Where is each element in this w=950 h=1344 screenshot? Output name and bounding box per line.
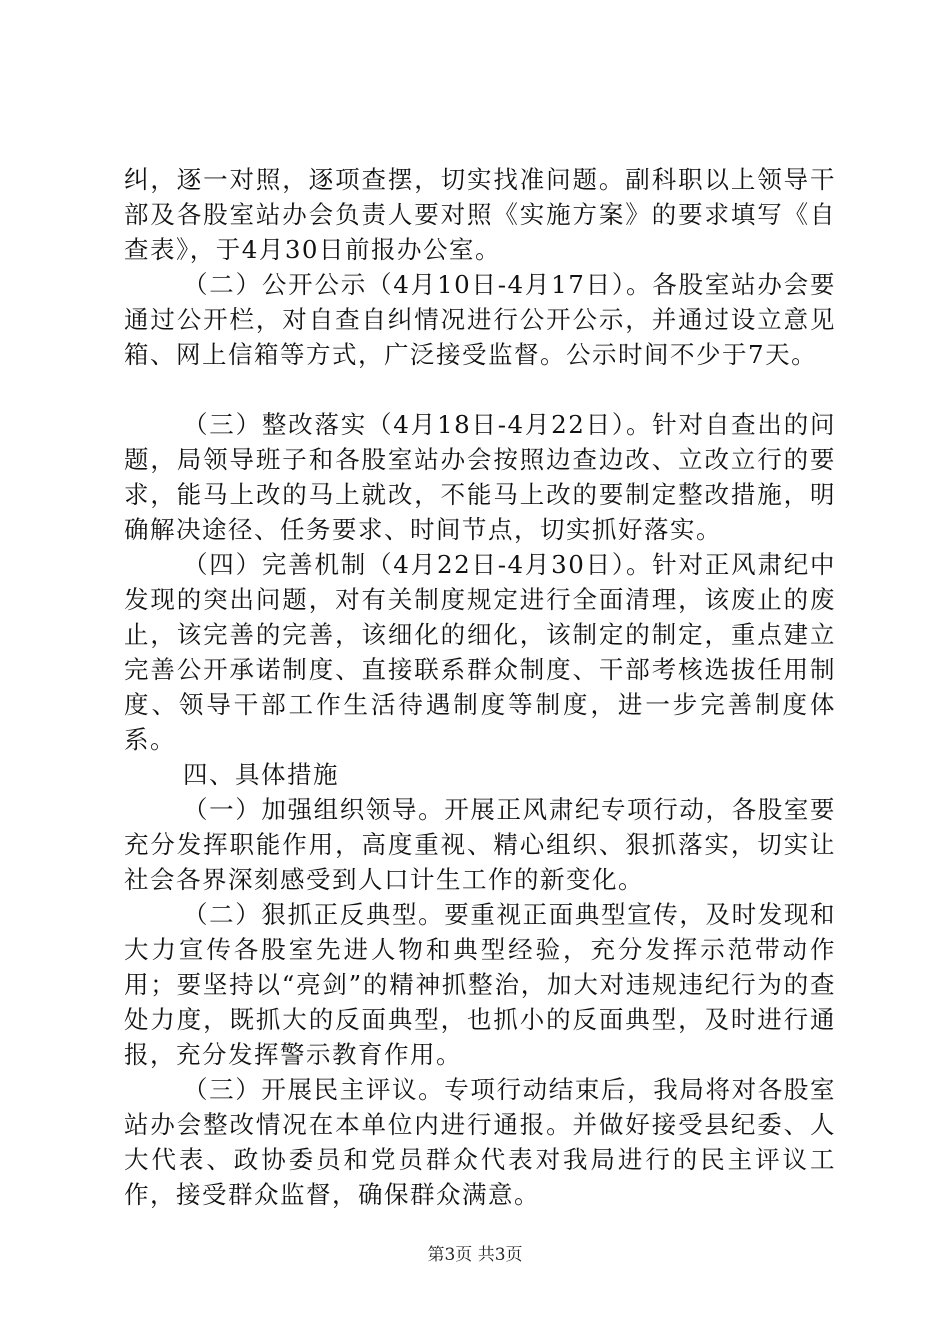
paragraph-self-check-continued: 纠，逐一对照，逐项查摆，切实找准问题。副科职以上领导干部及各股室站办会负责人要对照《实施方案》的要求填写《自查表》，于4月30日前报办公室。 <box>124 165 836 264</box>
section-heading-specific-measures: 四、具体措施 <box>183 760 339 789</box>
paragraph-rectification: （三）整改落实（4月18日-4月22日）。针对自查出的问题，局领导班子和各股室站办会按照边查边改、立改立行的要求，能马上改的马上就改，不能马上改的要制定整改措施，明确解决途径、任务要求、时间节点，切实抓好落实。 <box>124 410 836 544</box>
document-body <box>124 162 836 1212</box>
page-number-footer: 第3页 共3页 <box>427 1245 523 1265</box>
paragraph-public-notice: （二）公开公示（4月10日-4月17日）。各股室站办会要通过公开栏，对自查自纠情况进行公开公示，并通过设立意见箱、网上信箱等方式，广泛接受监督。公示时间不少于7天。 <box>124 270 836 369</box>
paragraph-democratic-review: （三）开展民主评议。专项行动结束后，我局将对各股室站办会整改情况在本单位内进行通报。并做好接受县纪委、人大代表、政协委员和党员群众代表对我局进行的民主评议工作，接受群众监督，确保群众满意。 <box>124 1075 836 1209</box>
paragraph-improve-mechanism: （四）完善机制（4月22日-4月30日）。针对正风肃纪中发现的突出问题，对有关制度规定进行全面清理，该废止的废止，该完善的完善，该细化的细化，该制定的制定，重点建立完善公开承诺制度、直接联系群众制度、干部考核选拔任用制度、领导干部工作生活待遇制度等制度，进一步完善制度体系。 <box>124 550 836 754</box>
paragraph-strengthen-leadership: （一）加强组织领导。开展正风肃纪专项行动，各股室要充分发挥职能作用，高度重视、精心组织、狠抓落实，切实让社会各界深刻感受到人口计生工作的新变化。 <box>124 795 836 894</box>
paragraph-typical-cases: （二）狠抓正反典型。要重视正面典型宣传，及时发现和大力宣传各股室先进人物和典型经验，充分发挥示范带动作用；要坚持以“亮剑”的精神抓整治，加大对违规违纪行为的查处力度，既抓大的反面典型，也抓小的反面典型，及时进行通报，充分发挥警示教育作用。 <box>124 900 836 1069</box>
